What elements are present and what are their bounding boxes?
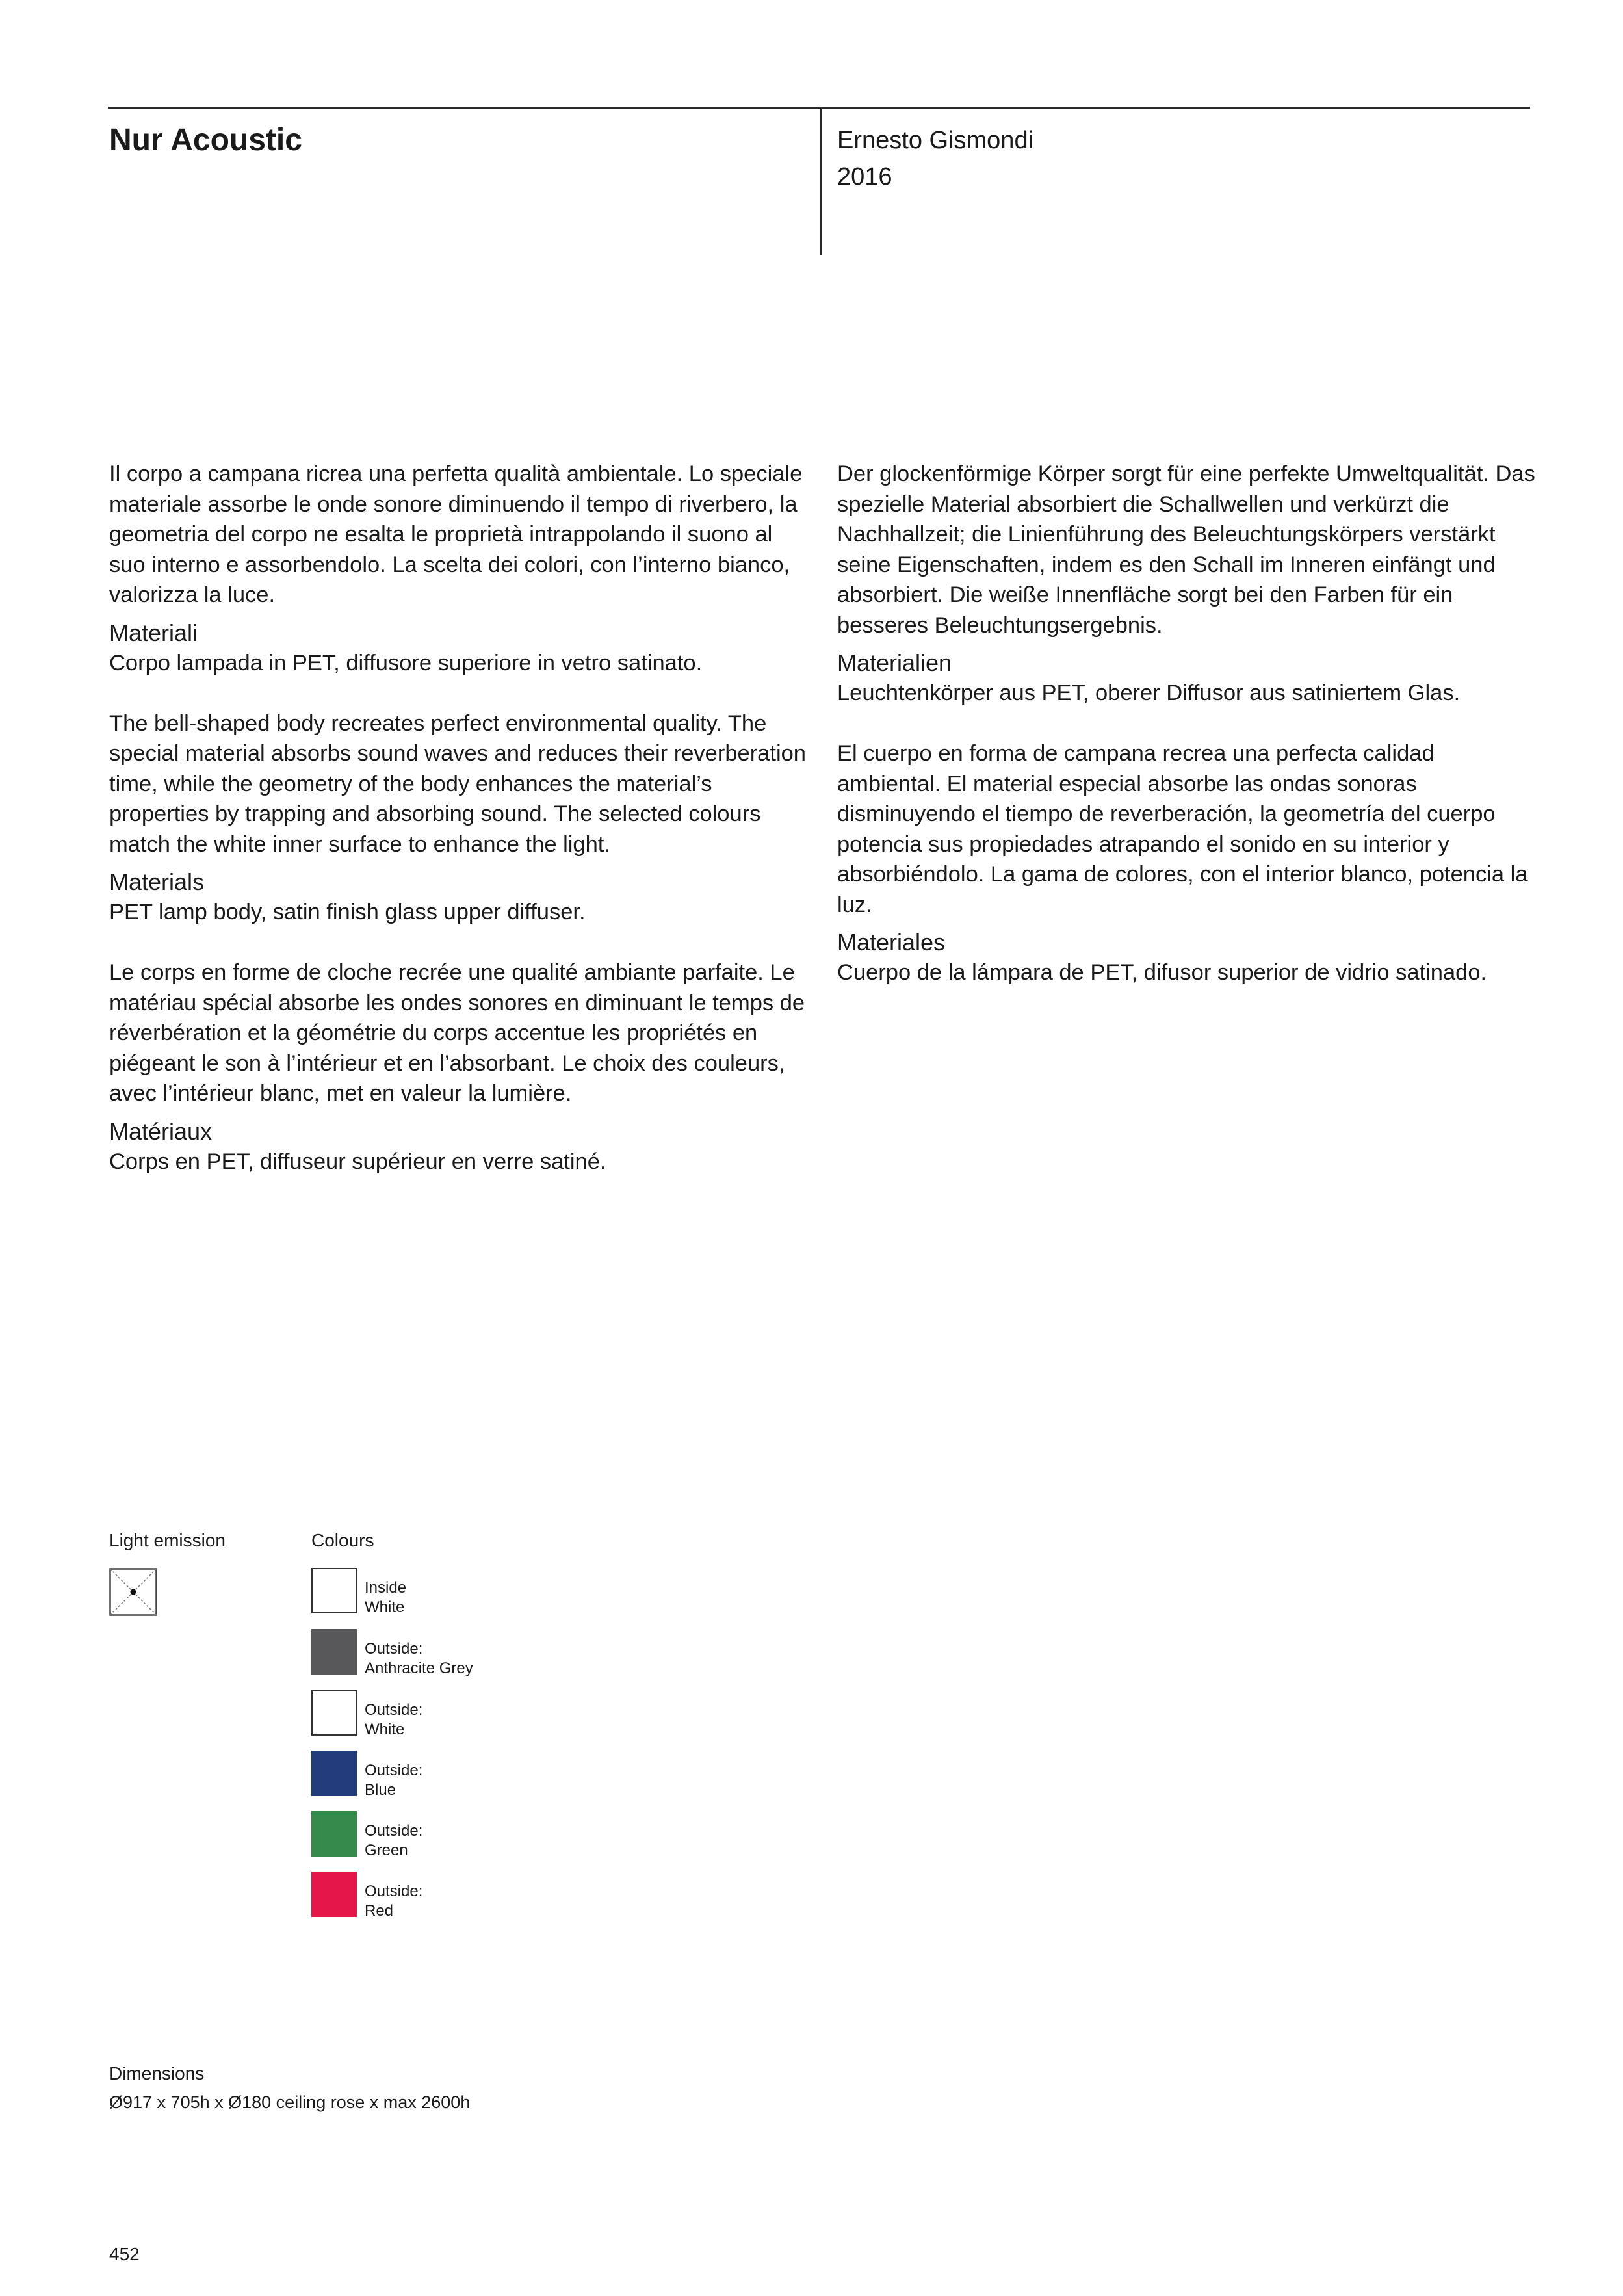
colour-caption-line: Outside:: [365, 1822, 423, 1840]
colour-caption: [365, 1882, 422, 1921]
description-text: Le corps en forme de cloche recrée une qualité ambiante parfaite. Le matériau spécial absorbe les ondes sonores en diminuant le temps de réverbération et la géométrie du corps accentue les propriétés en piégeant le son à l’intérieur et en l’absorbant. Le choix des couleurs, avec l’intérieur blanc, met en valeur la lumière.: [109, 960, 805, 1106]
description-text: Der glockenförmige Körper sorgt für eine perfekte Umweltqualität. Das spezielle Material absorbiert die Schallwellen und verkürzt die Nachhallzeit; die Linienführung des Beleuchtungskörpers verstärkt seine Eigenschaften, indem es den Schall im Inneren einfängt und absorbiert. Die weiße Innenfläche sorgt bei den Farben für ein besseres Beleuchtungsergebnis.: [837, 462, 1535, 638]
colour-item-outside-blue: [311, 1751, 571, 1797]
header-top-rule: [108, 107, 1530, 109]
colour-caption-name: White: [365, 1721, 405, 1738]
materials-label: Materiales: [837, 929, 946, 956]
colour-caption-line: Outside:: [365, 1762, 423, 1779]
colour-swatch: [311, 1811, 357, 1857]
materials-text: Corpo lampada in PET, diffusore superiore in vetro satinato.: [109, 650, 703, 675]
colour-caption: [365, 1701, 422, 1740]
colour-item-outside-red: [311, 1872, 571, 1918]
colour-item-outside-white: [311, 1690, 571, 1737]
materials-label: Matériaux: [109, 1117, 213, 1145]
description-column-right: [837, 459, 1539, 1018]
description-german: [837, 459, 1539, 709]
product-title: Nur Acoustic: [109, 123, 302, 157]
colours-heading: Colours: [311, 1530, 374, 1550]
downlight-emission-icon: [109, 1568, 157, 1616]
designer-block: [837, 122, 1033, 195]
colour-caption-name: White: [365, 1598, 405, 1616]
description-text: The bell-shaped body recreates perfect environmental quality. The special material absorbs sound waves and reduces their reverberation time, while the geometry of the body enhances the material’s properties by trapping and absorbing sound. The selected colours match the white inner surface to enhance the light.: [109, 711, 806, 857]
materials-label: Materiali: [109, 619, 198, 646]
colour-swatch: [311, 1629, 357, 1675]
description-italian: [109, 459, 811, 678]
colour-swatch: [311, 1872, 357, 1917]
dimensions-value: Ø917 x 705h x Ø180 ceiling rose x max 2600h: [109, 2093, 471, 2112]
materials-text: Corps en PET, diffuseur supérieur en verre satiné.: [109, 1149, 606, 1174]
colour-caption: [365, 1639, 473, 1678]
page-number: 452: [109, 2244, 140, 2264]
colour-caption-line: Outside:: [365, 1701, 423, 1719]
materials-text: Cuerpo de la lámpara de PET, difusor superior de vidrio satinado.: [837, 960, 1487, 985]
design-year: 2016: [837, 163, 892, 190]
materials-text: PET lamp body, satin finish glass upper diffuser.: [109, 900, 586, 924]
colour-caption-name: Anthracite Grey: [365, 1660, 473, 1677]
description-french: [109, 958, 811, 1177]
colour-item-outside-green: [311, 1811, 571, 1858]
description-english: [109, 709, 811, 928]
colour-caption: [365, 1578, 406, 1617]
colour-swatch: [311, 1568, 357, 1613]
colour-caption: [365, 1821, 422, 1860]
colour-caption-line: Inside: [365, 1579, 407, 1597]
dimensions-heading: Dimensions: [109, 2063, 205, 2083]
colour-item-inside-white: [311, 1568, 571, 1615]
colour-caption-line: Outside:: [365, 1640, 423, 1658]
colour-caption-line: Outside:: [365, 1883, 423, 1900]
header-divider: [820, 107, 822, 255]
light-emission-heading: Light emission: [109, 1530, 226, 1550]
description-spanish: [837, 738, 1539, 988]
colour-swatch: [311, 1690, 357, 1736]
materials-label: Materials: [109, 868, 205, 895]
description-text: El cuerpo en forma de campana recrea una perfecta calidad ambiental. El material especial absorbe las ondas sonoras disminuyendo el tiempo de reverberación, la geometría del cuerpo potencia sus propiedades atrapando el sonido en su interior y absorbiéndolo. La gama de colores, con el interior blanco, potencia la luz.: [837, 741, 1528, 917]
colour-caption-name: Blue: [365, 1781, 396, 1799]
colour-item-outside-anthracite-grey: [311, 1629, 571, 1676]
colour-swatch: [311, 1751, 357, 1796]
colour-caption-name: Red: [365, 1902, 394, 1920]
designer-name: Ernesto Gismondi: [837, 127, 1034, 154]
colour-caption-name: Green: [365, 1842, 408, 1859]
materials-text: Leuchtenkörper aus PET, oberer Diffusor aus satiniertem Glas.: [837, 681, 1461, 705]
colour-caption: [365, 1761, 422, 1800]
description-column-left: [109, 459, 811, 1207]
description-text: Il corpo a campana ricrea una perfetta qualità ambientale. Lo speciale materiale assorbe le onde sonore diminuendo il tempo di riverbero, la geometria del corpo ne esalta le proprietà intrappolando il suono al suo interno e assorbendolo. La scelta dei colori, con l’interno bianco, valorizza la luce.: [109, 462, 803, 607]
materials-label: Materialien: [837, 649, 952, 676]
